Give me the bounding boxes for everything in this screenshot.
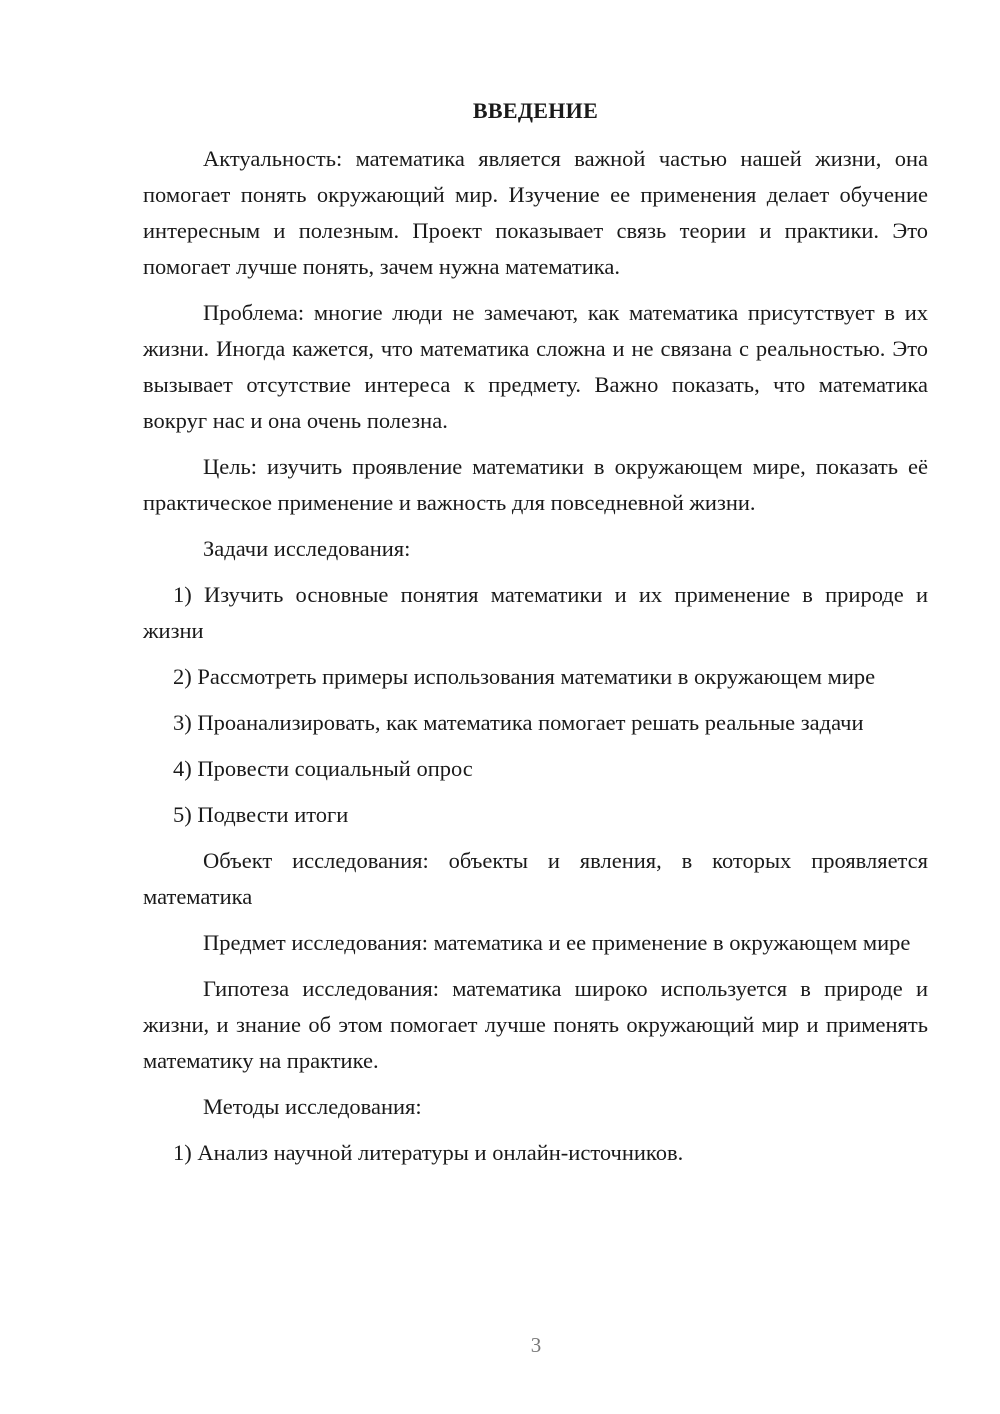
task-item-1: 1) Изучить основные понятия математики и их применение в природе и жизни — [143, 582, 928, 643]
task-item-3: 3) Проанализировать, как математика помогает решать реальные задачи — [173, 710, 864, 735]
section-title: ВВЕДЕНИЕ — [472, 98, 599, 123]
task-item-5: 5) Подвести итоги — [173, 802, 349, 827]
task-item-2: 2) Рассмотреть примеры использования математики в окружающем мире — [173, 664, 876, 689]
paragraph-problem: Проблема: многие люди не замечают, как математика присутствует в их жизни. Иногда кажется, что математика сложна и не связана с реальностью. Это вызывает отсутствие интереса к предмету. Важно показать, что математика вокруг нас и она очень полезна. — [143, 300, 928, 433]
method-item-1: 1) Анализ научной литературы и онлайн-источников. — [173, 1140, 684, 1165]
paragraph-goal: Цель: изучить проявление математики в окружающем мире, показать её практическое применение и важность для повседневной жизни. — [143, 454, 928, 515]
paragraph-subject: Предмет исследования: математика и ее применение в окружающем мире — [203, 930, 911, 955]
paragraph-object: Объект исследования: объекты и явления, в которых проявляется математика — [143, 848, 928, 909]
paragraph-methods-heading: Методы исследования: — [203, 1094, 422, 1119]
page-number: 3 — [530, 1333, 542, 1357]
task-item-4: 4) Провести социальный опрос — [173, 756, 473, 781]
paragraph-tasks-heading: Задачи исследования: — [203, 536, 411, 561]
document-body — [143, 141, 928, 1181]
paragraph-hypothesis: Гипотеза исследования: математика широко используется в природе и жизни, и знание об этом помогает лучше понять окружающий мир и применять математику на практике. — [143, 976, 928, 1073]
paragraph-relevance: Актуальность: математика является важной частью нашей жизни, она помогает понять окружающий мир. Изучение ее применения делает обучение интересным и полезным. Проект показывает связь теории и практики. Это помогает лучше понять, зачем нужна математика. — [143, 146, 928, 279]
